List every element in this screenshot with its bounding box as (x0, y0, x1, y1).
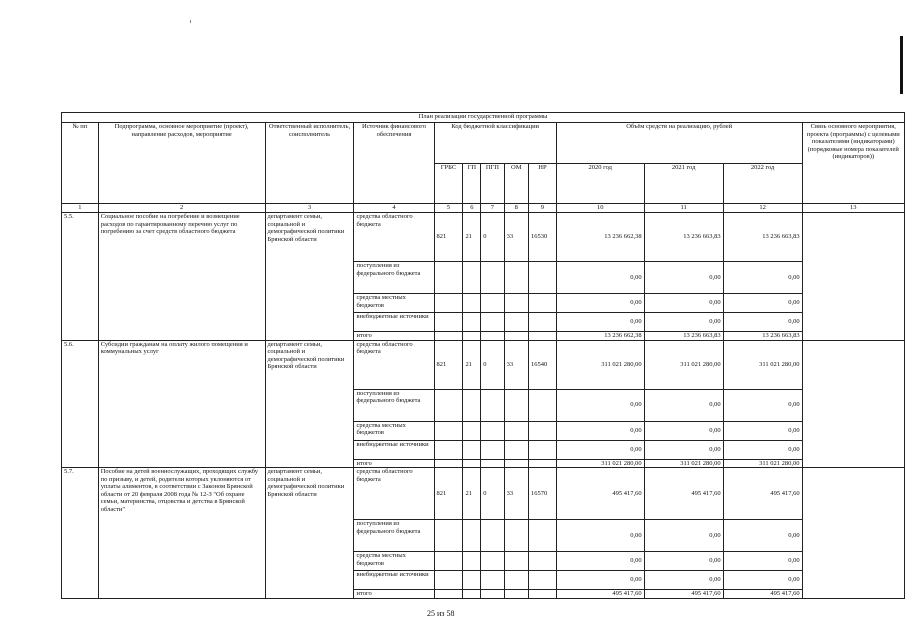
code-np: 16540 (529, 340, 557, 389)
code-pgp (481, 520, 504, 552)
header-2020: 2020 год (556, 163, 644, 204)
item-name: Пособие на детей военнослужащих, проходящих службу по призыву, и детей, родители которых уклоняются от уплаты алиментов, в соответствии с Законом Брянской области от 20 февраля 2008 года № 12-З "Об охране семьи, материнства, отцовства и детства в Брянской области" (98, 468, 265, 599)
code-np: 16530 (529, 213, 557, 262)
amount-2020: 0,00 (556, 571, 644, 590)
funding-source: поступления из федерального бюджета (354, 389, 434, 421)
code-gp: 21 (463, 213, 481, 262)
header-grbs: ГРБС (434, 163, 463, 204)
code-gp (463, 459, 481, 468)
header-2022: 2022 год (723, 163, 802, 204)
code-om: 33 (504, 468, 528, 520)
amount-2022: 13 236 663,83 (723, 213, 802, 262)
item-name: Субсидии гражданам на оплату жилого помещения и коммунальных услуг (98, 340, 265, 468)
amount-2022: 0,00 (723, 520, 802, 552)
code-grbs (434, 262, 463, 294)
code-np (529, 332, 557, 341)
funding-source: поступления из федерального бюджета (354, 520, 434, 552)
amount-2020: 495 417,60 (556, 468, 644, 520)
header-volume-group: Объём средств на реализацию, рублей (556, 123, 802, 164)
code-np (529, 520, 557, 552)
column-number: 9 (529, 204, 557, 213)
table-row (62, 468, 905, 520)
column-number: 10 (556, 204, 644, 213)
amount-2020: 311 021 280,00 (556, 459, 644, 468)
amount-2020: 0,00 (556, 294, 644, 313)
header-gp: ГП (463, 163, 481, 204)
header-code-group: Код бюджетной классификации (434, 123, 556, 164)
item-executor: департамент семьи, социальной и демографической политики Брянской области (265, 468, 354, 599)
funding-source: итого (354, 590, 434, 599)
amount-2022: 0,00 (723, 294, 802, 313)
code-om (504, 459, 528, 468)
amount-2022: 495 417,60 (723, 590, 802, 599)
column-number: 5 (434, 204, 463, 213)
amount-2021: 0,00 (644, 552, 723, 571)
column-number: 1 (62, 204, 99, 213)
code-grbs (434, 552, 463, 571)
code-gp (463, 590, 481, 599)
code-gp (463, 294, 481, 313)
item-executor: департамент семьи, социальной и демографической политики Брянской области (265, 213, 354, 341)
table-header (62, 113, 905, 213)
code-np (529, 571, 557, 590)
funding-source: внебюджетные источники (354, 571, 434, 590)
column-number: 4 (354, 204, 434, 213)
code-np (529, 294, 557, 313)
amount-2021: 0,00 (644, 389, 723, 421)
code-gp (463, 552, 481, 571)
code-grbs (434, 520, 463, 552)
amount-2020: 0,00 (556, 262, 644, 294)
code-grbs (434, 294, 463, 313)
column-number: 13 (802, 204, 904, 213)
code-np (529, 552, 557, 571)
code-gp: 21 (463, 468, 481, 520)
code-om (504, 590, 528, 599)
amount-2020: 13 236 662,38 (556, 332, 644, 341)
code-om (504, 421, 528, 440)
funding-source: итого (354, 332, 434, 341)
column-number: 3 (265, 204, 354, 213)
column-number: 11 (644, 204, 723, 213)
code-om (504, 294, 528, 313)
code-om (504, 313, 528, 332)
code-pgp (481, 332, 504, 341)
header-source: Источник финансового обеспечения (354, 123, 434, 204)
amount-2020: 13 236 662,38 (556, 213, 644, 262)
code-grbs (434, 459, 463, 468)
header-link: Связь основного мероприятия, проекта (программы) с целевыми показателями (индикаторами) (порядковые номера показателей (индикаторов)) (802, 123, 904, 204)
code-om: 33 (504, 340, 528, 389)
item-number: 5.7. (62, 468, 99, 599)
item-executor: департамент семьи, социальной и демографической политики Брянской области (265, 340, 354, 468)
code-pgp (481, 313, 504, 332)
code-om (504, 571, 528, 590)
code-grbs: 821 (434, 468, 463, 520)
amount-2022: 0,00 (723, 262, 802, 294)
code-np (529, 262, 557, 294)
amount-2021: 0,00 (644, 262, 723, 294)
code-np (529, 421, 557, 440)
code-pgp (481, 440, 504, 459)
code-pgp (481, 421, 504, 440)
table-body (62, 213, 905, 599)
code-gp (463, 332, 481, 341)
code-om (504, 389, 528, 421)
amount-2021: 0,00 (644, 313, 723, 332)
header-num: № пп (62, 123, 99, 204)
amount-2022: 0,00 (723, 389, 802, 421)
scan-edge-mark (900, 36, 903, 94)
amount-2022: 0,00 (723, 421, 802, 440)
code-om (504, 262, 528, 294)
amount-2020: 0,00 (556, 552, 644, 571)
code-np (529, 590, 557, 599)
amount-2021: 0,00 (644, 520, 723, 552)
funding-source: средства областного бюджета (354, 468, 434, 520)
code-pgp (481, 389, 504, 421)
code-grbs (434, 571, 463, 590)
item-indicator-link (802, 468, 904, 599)
code-gp (463, 571, 481, 590)
header-pgp: ПГП (481, 163, 504, 204)
code-gp (463, 520, 481, 552)
amount-2021: 13 236 663,83 (644, 332, 723, 341)
column-number: 8 (504, 204, 528, 213)
table-row (62, 213, 905, 262)
funding-source: внебюджетные источники (354, 313, 434, 332)
code-pgp: 0 (481, 468, 504, 520)
code-pgp (481, 571, 504, 590)
code-gp (463, 262, 481, 294)
funding-source: средства местных бюджетов (354, 421, 434, 440)
code-om (504, 440, 528, 459)
code-pgp: 0 (481, 340, 504, 389)
table-title: План реализации государственной программы (62, 113, 905, 123)
amount-2021: 495 417,60 (644, 468, 723, 520)
amount-2021: 311 021 280,00 (644, 340, 723, 389)
page-number: 25 из 58 (427, 609, 455, 618)
amount-2020: 0,00 (556, 389, 644, 421)
funding-source: поступления из федерального бюджета (354, 262, 434, 294)
amount-2020: 495 417,60 (556, 590, 644, 599)
code-grbs: 821 (434, 340, 463, 389)
amount-2022: 311 021 280,00 (723, 459, 802, 468)
header-np: НР (529, 163, 557, 204)
code-gp (463, 421, 481, 440)
code-grbs (434, 313, 463, 332)
code-grbs (434, 590, 463, 599)
code-gp: 21 (463, 340, 481, 389)
code-pgp (481, 459, 504, 468)
column-number: 6 (463, 204, 481, 213)
plan-table (61, 112, 905, 599)
amount-2022: 13 236 663,83 (723, 332, 802, 341)
code-grbs (434, 421, 463, 440)
header-2021: 2021 год (644, 163, 723, 204)
code-np (529, 313, 557, 332)
header-om: ОМ (504, 163, 528, 204)
amount-2022: 0,00 (723, 552, 802, 571)
funding-source: итого (354, 459, 434, 468)
code-om (504, 552, 528, 571)
amount-2022: 311 021 280,00 (723, 340, 802, 389)
code-np: 16570 (529, 468, 557, 520)
code-gp (463, 389, 481, 421)
code-om (504, 520, 528, 552)
code-gp (463, 440, 481, 459)
code-grbs (434, 440, 463, 459)
code-pgp (481, 552, 504, 571)
funding-source: средства областного бюджета (354, 213, 434, 262)
code-gp (463, 313, 481, 332)
amount-2021: 0,00 (644, 440, 723, 459)
amount-2021: 0,00 (644, 571, 723, 590)
amount-2021: 0,00 (644, 294, 723, 313)
amount-2021: 311 021 280,00 (644, 459, 723, 468)
amount-2021: 0,00 (644, 421, 723, 440)
amount-2021: 13 236 663,83 (644, 213, 723, 262)
amount-2021: 495 417,60 (644, 590, 723, 599)
item-number: 5.6. (62, 340, 99, 468)
code-np (529, 389, 557, 421)
code-grbs (434, 389, 463, 421)
code-om (504, 332, 528, 341)
funding-source: средства местных бюджетов (354, 552, 434, 571)
header-executor: Ответственный исполнитель, соисполнитель (265, 123, 354, 204)
code-om: 33 (504, 213, 528, 262)
code-grbs (434, 332, 463, 341)
item-number: 5.5. (62, 213, 99, 341)
amount-2022: 0,00 (723, 313, 802, 332)
code-np (529, 440, 557, 459)
table-row (62, 340, 905, 389)
column-number: 12 (723, 204, 802, 213)
column-number: 2 (98, 204, 265, 213)
scan-speck (190, 20, 191, 23)
item-indicator-link (802, 340, 904, 468)
amount-2020: 0,00 (556, 421, 644, 440)
code-grbs: 821 (434, 213, 463, 262)
code-pgp (481, 262, 504, 294)
amount-2020: 0,00 (556, 440, 644, 459)
amount-2020: 0,00 (556, 520, 644, 552)
amount-2022: 0,00 (723, 440, 802, 459)
item-indicator-link (802, 213, 904, 341)
column-number: 7 (481, 204, 504, 213)
column-numbers-row (62, 204, 905, 213)
code-pgp (481, 294, 504, 313)
code-np (529, 459, 557, 468)
code-pgp: 0 (481, 213, 504, 262)
header-name: Подпрограмма, основное мероприятие (проект), направление расходов, мероприятие (98, 123, 265, 204)
funding-source: средства местных бюджетов (354, 294, 434, 313)
amount-2020: 311 021 280,00 (556, 340, 644, 389)
item-name: Социальное пособие на погребение и возмещение расходов по гарантированному перечню услуг по погребению за счет средств областного бюджета (98, 213, 265, 341)
code-pgp (481, 590, 504, 599)
funding-source: внебюджетные источники (354, 440, 434, 459)
amount-2022: 495 417,60 (723, 468, 802, 520)
funding-source: средства областного бюджета (354, 340, 434, 389)
amount-2022: 0,00 (723, 571, 802, 590)
amount-2020: 0,00 (556, 313, 644, 332)
